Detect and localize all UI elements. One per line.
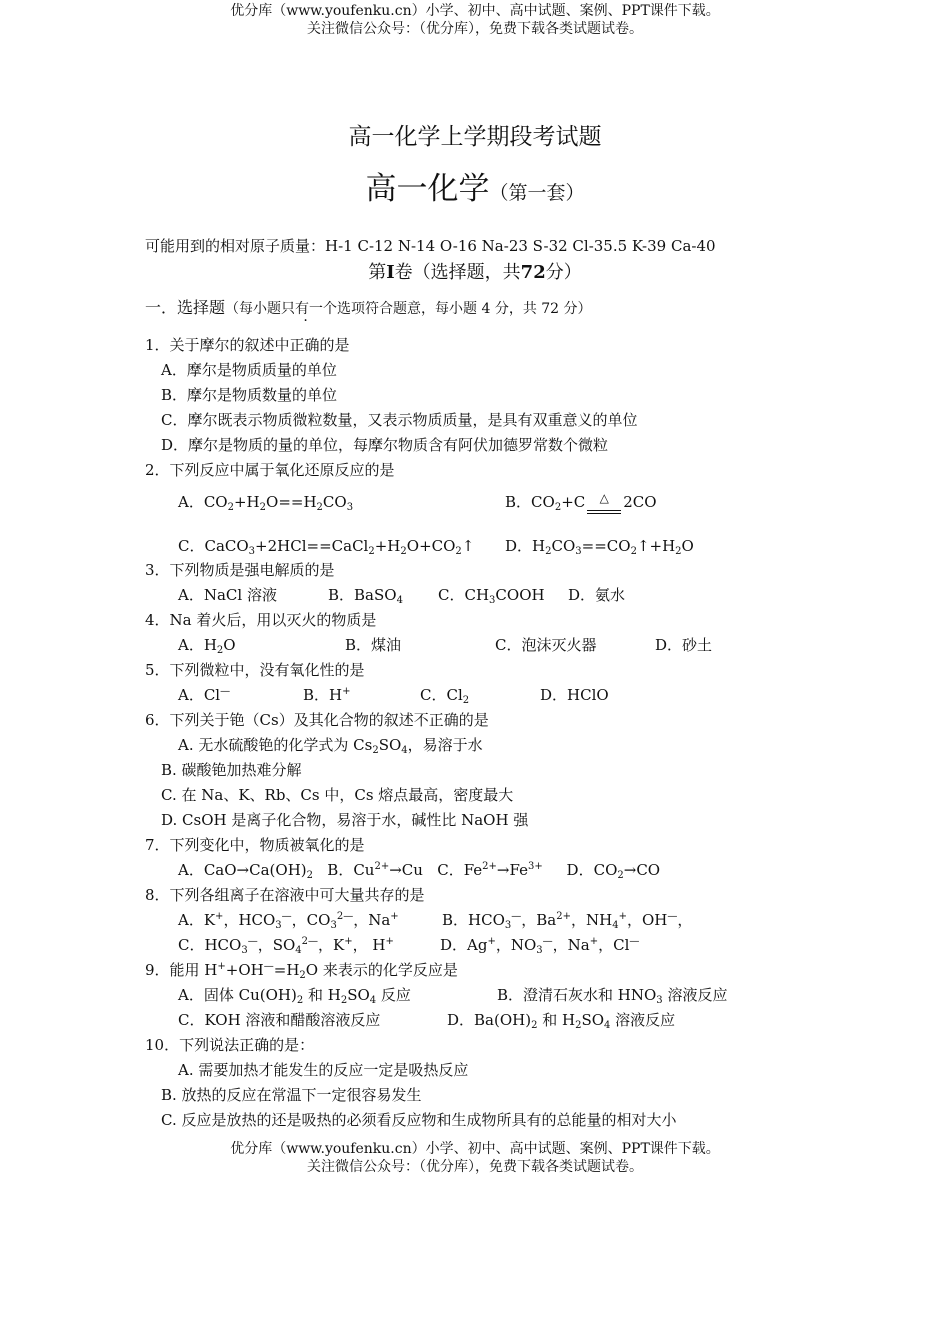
page-header: [0, 2, 950, 38]
part-one-heading: 第I卷（选择题，共72分）: [368, 262, 582, 283]
q5-option-b: B．H+: [303, 686, 351, 704]
q5-stem: 5．下列微粒中，没有氧化性的是: [145, 661, 365, 679]
q9-option-a: A．固体 $Cu(OH)_2$ 和 $H_2SO_4$ 反应: [178, 986, 411, 1006]
q1-option-c: C．摩尔既表示物质微粒数量，又表示物质质量，是具有双重意义的单位: [161, 411, 638, 429]
q8-stem: 8．下列各组离子在溶液中可大量共存的是: [145, 886, 425, 904]
q1-option-a: A．摩尔是物质质量的单位: [161, 361, 337, 379]
emphasized-text: 只有一个: [281, 301, 338, 317]
exam-subtitle: [0, 163, 950, 208]
footer-line-2: 关注微信公众号：（优分库），免费下载各类试题试卷。: [307, 1159, 643, 1175]
page-footer: [0, 1140, 950, 1176]
q7-options: A．$CaO\to Ca(OH)_2$ B．$Cu^{2+}\to Cu$ C．$Fe^{2+}\to Fe^{3+}$ D．$CO_2\to CO$: [178, 861, 661, 881]
section-heading: 一．选择题（每小题只有一个选项符合题意，每小题 4 分，共 72 分）: [145, 298, 592, 317]
q3-stem: 3．下列物质是强电解质的是: [145, 561, 335, 579]
q2-option-c: C．$CaCO_3+2HCl==CaCl_2+H_2O+CO_2↑$: [178, 537, 475, 557]
q7-stem: 7．下列变化中，物质被氧化的是: [145, 836, 365, 854]
q2-option-a: A．$CO_2+H_2O==H_2CO_3$: [178, 493, 354, 513]
q10-stem: 10．下列说法正确的是：: [145, 1036, 315, 1054]
q3-option-b: B．BaSO$_4$: [328, 586, 403, 606]
q9-option-b: B．澄清石灰水和 $HNO_3$ 溶液反应: [497, 986, 728, 1006]
atomic-masses: 可能用到的相对原子质量：H-1 C-12 N-14 O-16 Na-23 S-32 Cl-35.5 K-39 Ca-40: [145, 237, 716, 255]
header-line-2: 关注微信公众号：（优分库），免费下载各类试题试卷。: [307, 21, 643, 37]
q1-option-d: D．摩尔是物质的量的单位，每摩尔物质含有阿伏加德罗常数个微粒: [161, 436, 609, 454]
q4-option-b: B．煤油: [345, 636, 402, 654]
q9-option-c: C．KOH 溶液和醋酸溶液反应: [178, 1011, 381, 1029]
q8-option-d: D．Ag+，$NO_3^—$，Na+，Cl—: [440, 936, 640, 956]
q5-option-a: A．Cl—: [178, 686, 231, 704]
q1-stem: 1．关于摩尔的叙述中正确的是: [145, 336, 350, 354]
q8-option-b: B．$HCO_3^—$，$Ba^{2+}$，$NH_4^+$，OH—，: [442, 911, 693, 931]
footer-line-1: 优分库（www.youfenku.cn）小学、初中、高中试题、案例、PPT课件下载。: [230, 1141, 720, 1157]
q2-option-d: D．$H_2CO_3==CO_2↑+H_2O$: [505, 537, 694, 557]
q10-option-a: A. 需要加热才能发生的反应一定是吸热反应: [178, 1061, 469, 1079]
heat-condition-arrow: △: [585, 492, 623, 513]
q6-stem: 6．下列关于铯（Cs）及其化合物的叙述不正确的是: [145, 711, 489, 729]
subject-name: 高一化学: [365, 171, 490, 207]
q6-option-d: D. CsOH 是离子化合物，易溶于水，碱性比 NaOH 强: [161, 811, 529, 829]
q10-option-c: C. 反应是放热的还是吸热的必须看反应物和生成物所具有的总能量的相对大小: [161, 1111, 677, 1129]
q4-stem: 4．Na 着火后，用以灭火的物质是: [145, 611, 377, 629]
q2-stem: 2．下列反应中属于氧化还原反应的是: [145, 461, 395, 479]
q3-option-c: C．$CH_3COOH$: [438, 586, 545, 606]
header-line-1: 优分库（www.youfenku.cn）小学、初中、高中试题、案例、PPT课件下载。: [230, 3, 720, 19]
q9-option-d: D．$Ba(OH)_2$ 和 $H_2SO_4$ 溶液反应: [447, 1011, 676, 1031]
q4-option-c: C．泡沫灭火器: [495, 636, 597, 654]
q3-option-d: D．氨水: [568, 586, 626, 604]
q10-option-b: B. 放热的反应在常温下一定很容易发生: [161, 1086, 422, 1104]
q1-option-b: B．摩尔是物质数量的单位: [161, 386, 338, 404]
q5-option-c: C．$Cl_2$: [420, 686, 470, 706]
q5-option-d: D．HClO: [540, 686, 609, 704]
q4-option-d: D．砂土: [655, 636, 713, 654]
set-note: （第一套）: [489, 182, 585, 204]
q6-option-b: B. 碳酸铯加热难分解: [161, 761, 302, 779]
q8-option-a: A．K+，$HCO_3^—$，$CO_3^{2—}$，Na+: [178, 911, 399, 931]
q3-option-a: A．NaCl 溶液: [178, 586, 277, 604]
q8-option-c: C．$HCO_3^—$，$SO_4^{2—}$，K+， H+: [178, 936, 394, 956]
q4-option-a: A．$H_2O$: [178, 636, 236, 656]
q9-stem: 9．能用 $H^++OH^—=H_2O$ 来表示的化学反应是: [145, 961, 458, 981]
q6-option-c: C. 在 Na、K、Rb、Cs 中，Cs 熔点最高，密度最大: [161, 786, 514, 804]
q6-option-a: A. 无水硫酸铯的化学式为 $Cs_2SO_4$，易溶于水: [178, 736, 483, 756]
q2-option-b: B．$CO_2+C$ △ 2CO: [505, 491, 657, 513]
exam-title: 高一化学上学期段考试题: [348, 124, 602, 150]
